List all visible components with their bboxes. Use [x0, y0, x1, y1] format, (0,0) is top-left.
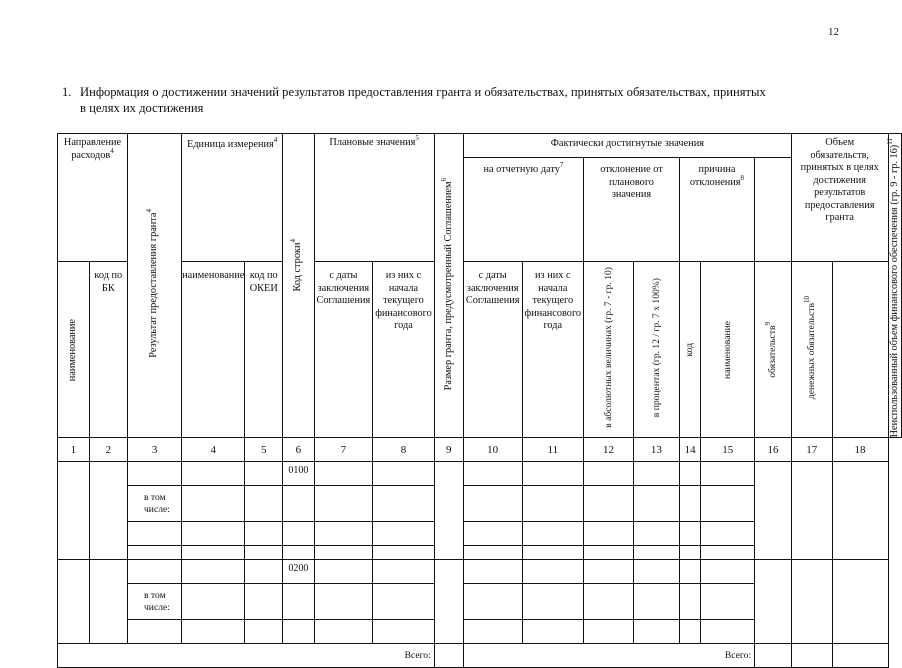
data-cell[interactable]: [463, 546, 522, 560]
header-dev-percent: в процентах (гр. 12 / гр. 7 x 100%): [633, 262, 679, 438]
data-cell[interactable]: [373, 522, 435, 546]
table-row: [58, 462, 902, 486]
data-cell[interactable]: [283, 486, 314, 522]
data-cell[interactable]: [701, 560, 755, 584]
header-reason: причина отклонения$^8$: [679, 158, 754, 262]
including-label: в том числе:: [127, 486, 181, 522]
row-code-cell: 0100: [283, 462, 314, 486]
data-cell[interactable]: [373, 584, 435, 620]
data-cell[interactable]: [633, 462, 679, 486]
header-unit-name: наименование: [182, 262, 245, 438]
data-cell[interactable]: [791, 462, 832, 560]
column-number: 2: [89, 438, 127, 462]
total-row: [58, 644, 902, 668]
data-cell[interactable]: [314, 584, 373, 620]
header-deviation: отклонение от планового значения: [584, 158, 680, 262]
data-cell[interactable]: [522, 620, 584, 644]
column-number: 5: [245, 438, 283, 462]
data-cell[interactable]: [633, 620, 679, 644]
data-cell[interactable]: [584, 486, 634, 522]
header-row-code: Код строки$^4$: [283, 134, 314, 438]
data-cell[interactable]: [755, 462, 792, 560]
data-cell[interactable]: [633, 584, 679, 620]
including-label: в том числе:: [127, 584, 181, 620]
column-number: 7: [314, 438, 373, 462]
data-cell[interactable]: [283, 522, 314, 546]
data-cell[interactable]: [584, 620, 634, 644]
data-cell[interactable]: [679, 522, 700, 546]
data-cell[interactable]: [755, 560, 792, 644]
column-number: 9: [434, 438, 463, 462]
data-cell[interactable]: [679, 560, 700, 584]
data-cell[interactable]: [522, 546, 584, 560]
data-cell[interactable]: [127, 620, 181, 644]
data-cell[interactable]: [373, 620, 435, 644]
data-cell[interactable]: [791, 560, 832, 644]
data-cell[interactable]: [182, 560, 245, 584]
header-reason-name: наименование: [701, 262, 755, 438]
data-cell[interactable]: [314, 522, 373, 546]
data-cell[interactable]: [89, 462, 127, 560]
data-cell[interactable]: [633, 546, 679, 560]
data-cell[interactable]: [245, 546, 283, 560]
column-number: 6: [283, 438, 314, 462]
data-cell[interactable]: [522, 486, 584, 522]
data-cell[interactable]: [245, 522, 283, 546]
header-reporting-date: на отчетную дату$^7$: [463, 158, 583, 262]
header-plan-from-year: из них с начала текущего финансового года: [373, 262, 435, 438]
section-heading-line-1: Информация о достижении значений результатов предоставления гранта и обязательствах, принятых обязательствах, принятых: [80, 85, 766, 99]
data-cell[interactable]: [182, 584, 245, 620]
data-cell[interactable]: [701, 522, 755, 546]
column-number: 1: [58, 438, 90, 462]
data-cell[interactable]: [832, 560, 888, 644]
data-cell[interactable]: [463, 584, 522, 620]
header-planned: Плановые значения$^5$: [314, 134, 434, 262]
column-number: 4: [182, 438, 245, 462]
column-number: 11: [522, 438, 584, 462]
data-cell[interactable]: [463, 522, 522, 546]
total-label: Всего:: [58, 644, 435, 668]
section-heading: [62, 84, 852, 116]
data-cell[interactable]: [463, 620, 522, 644]
data-cell[interactable]: [127, 546, 181, 560]
data-cell[interactable]: [58, 462, 90, 560]
data-cell[interactable]: [679, 584, 700, 620]
data-cell[interactable]: [434, 462, 463, 560]
data-cell[interactable]: [283, 546, 314, 560]
data-cell[interactable]: [701, 462, 755, 486]
data-cell[interactable]: [58, 560, 90, 644]
data-cell[interactable]: [182, 486, 245, 522]
data-cell[interactable]: [245, 560, 283, 584]
header-reason-code: код: [679, 262, 700, 438]
header-unused: Неиспользованный объем финансового обеспечения (гр. 9 - гр. 16)$^{11}$: [888, 134, 902, 438]
total-grant-size-cell[interactable]: [434, 644, 463, 668]
data-cell[interactable]: [182, 522, 245, 546]
column-number: 3: [127, 438, 181, 462]
header-direction: Направление расходов$^4$: [58, 134, 128, 262]
data-cell[interactable]: [463, 486, 522, 522]
column-number: 17: [791, 438, 832, 462]
data-cell[interactable]: [633, 486, 679, 522]
data-cell[interactable]: [522, 560, 584, 584]
header-grant-size: Размер гранта, предусмотренный Соглашением$^6$: [434, 134, 463, 438]
header-actual: Фактически достигнутые значения: [463, 134, 791, 158]
data-cell[interactable]: [701, 546, 755, 560]
data-cell[interactable]: [584, 560, 634, 584]
data-cell[interactable]: [314, 620, 373, 644]
data-cell[interactable]: [463, 462, 522, 486]
column-numbers-row: [58, 438, 902, 462]
header-okei: код по ОКЕИ: [245, 262, 283, 438]
column-number: 16: [755, 438, 792, 462]
data-cell[interactable]: [584, 546, 634, 560]
data-cell[interactable]: [463, 560, 522, 584]
data-cell[interactable]: [245, 584, 283, 620]
data-cell[interactable]: [127, 522, 181, 546]
table-row: [58, 560, 902, 584]
data-cell[interactable]: [434, 560, 463, 644]
data-cell[interactable]: [679, 546, 700, 560]
header-unit: Единица измерения$^4$: [182, 134, 283, 262]
section-heading-line-2: в целях их достижения: [80, 101, 204, 115]
grant-results-table: [57, 133, 902, 668]
total-unused-cell[interactable]: [832, 644, 888, 668]
data-cell[interactable]: [182, 546, 245, 560]
data-cell[interactable]: [584, 462, 634, 486]
data-cell[interactable]: [314, 486, 373, 522]
row-code-cell: 0200: [283, 560, 314, 584]
data-cell[interactable]: [283, 584, 314, 620]
column-number: 12: [584, 438, 634, 462]
data-cell[interactable]: [701, 620, 755, 644]
data-cell[interactable]: [633, 522, 679, 546]
data-cell[interactable]: [701, 486, 755, 522]
header-obl-monetary: денежных обязательств$^{10}$: [791, 262, 832, 438]
data-cell[interactable]: [314, 546, 373, 560]
data-cell[interactable]: [832, 462, 888, 560]
data-cell[interactable]: [314, 462, 373, 486]
data-cell[interactable]: [584, 584, 634, 620]
data-cell[interactable]: [701, 584, 755, 620]
column-number: 15: [701, 438, 755, 462]
header-result: Результат предоставления гранта$^4$: [127, 134, 181, 438]
data-cell[interactable]: [522, 584, 584, 620]
total-label: Всего:: [463, 644, 754, 668]
section-number: 1.: [62, 85, 72, 99]
data-cell[interactable]: [127, 462, 181, 486]
data-cell[interactable]: [633, 560, 679, 584]
column-number: 14: [679, 438, 700, 462]
data-cell[interactable]: [522, 462, 584, 486]
header-obl-obligations: обязательств$^9$: [755, 262, 792, 438]
data-cell[interactable]: [373, 462, 435, 486]
data-cell[interactable]: [373, 546, 435, 560]
data-cell[interactable]: [245, 620, 283, 644]
data-cell[interactable]: [89, 560, 127, 644]
data-cell[interactable]: [245, 486, 283, 522]
data-cell[interactable]: [373, 486, 435, 522]
data-cell[interactable]: [584, 522, 634, 546]
data-cell[interactable]: [314, 560, 373, 584]
column-number: 10: [463, 438, 522, 462]
data-cell[interactable]: [373, 560, 435, 584]
total-obligations-cell[interactable]: [755, 644, 792, 668]
header-plan-from-agreement: с даты заключения Соглашения: [314, 262, 373, 438]
data-cell[interactable]: [679, 486, 700, 522]
data-cell[interactable]: [679, 620, 700, 644]
header-bk-code: код по БК: [89, 262, 127, 438]
header-fact-from-year: из них с начала текущего финансового года: [522, 262, 584, 438]
data-cell[interactable]: [522, 522, 584, 546]
header-name: наименование: [58, 262, 90, 438]
header-dev-absolute: в абсолютных величинах (гр. 7 - гр. 10): [584, 262, 634, 438]
header-obligations: Объем обязательств, принятых в целях достижения результатов предоставления гранта: [791, 134, 888, 262]
total-monetary-cell[interactable]: [791, 644, 832, 668]
data-cell[interactable]: [182, 462, 245, 486]
column-number: 8: [373, 438, 435, 462]
data-cell[interactable]: [679, 462, 700, 486]
header-fact-from-agreement: с даты заключения Соглашения: [463, 262, 522, 438]
page-number: 12: [828, 26, 839, 38]
data-cell[interactable]: [283, 620, 314, 644]
data-cell[interactable]: [182, 620, 245, 644]
column-number: 18: [832, 438, 888, 462]
column-number: 13: [633, 438, 679, 462]
data-cell[interactable]: [245, 462, 283, 486]
data-cell[interactable]: [127, 560, 181, 584]
